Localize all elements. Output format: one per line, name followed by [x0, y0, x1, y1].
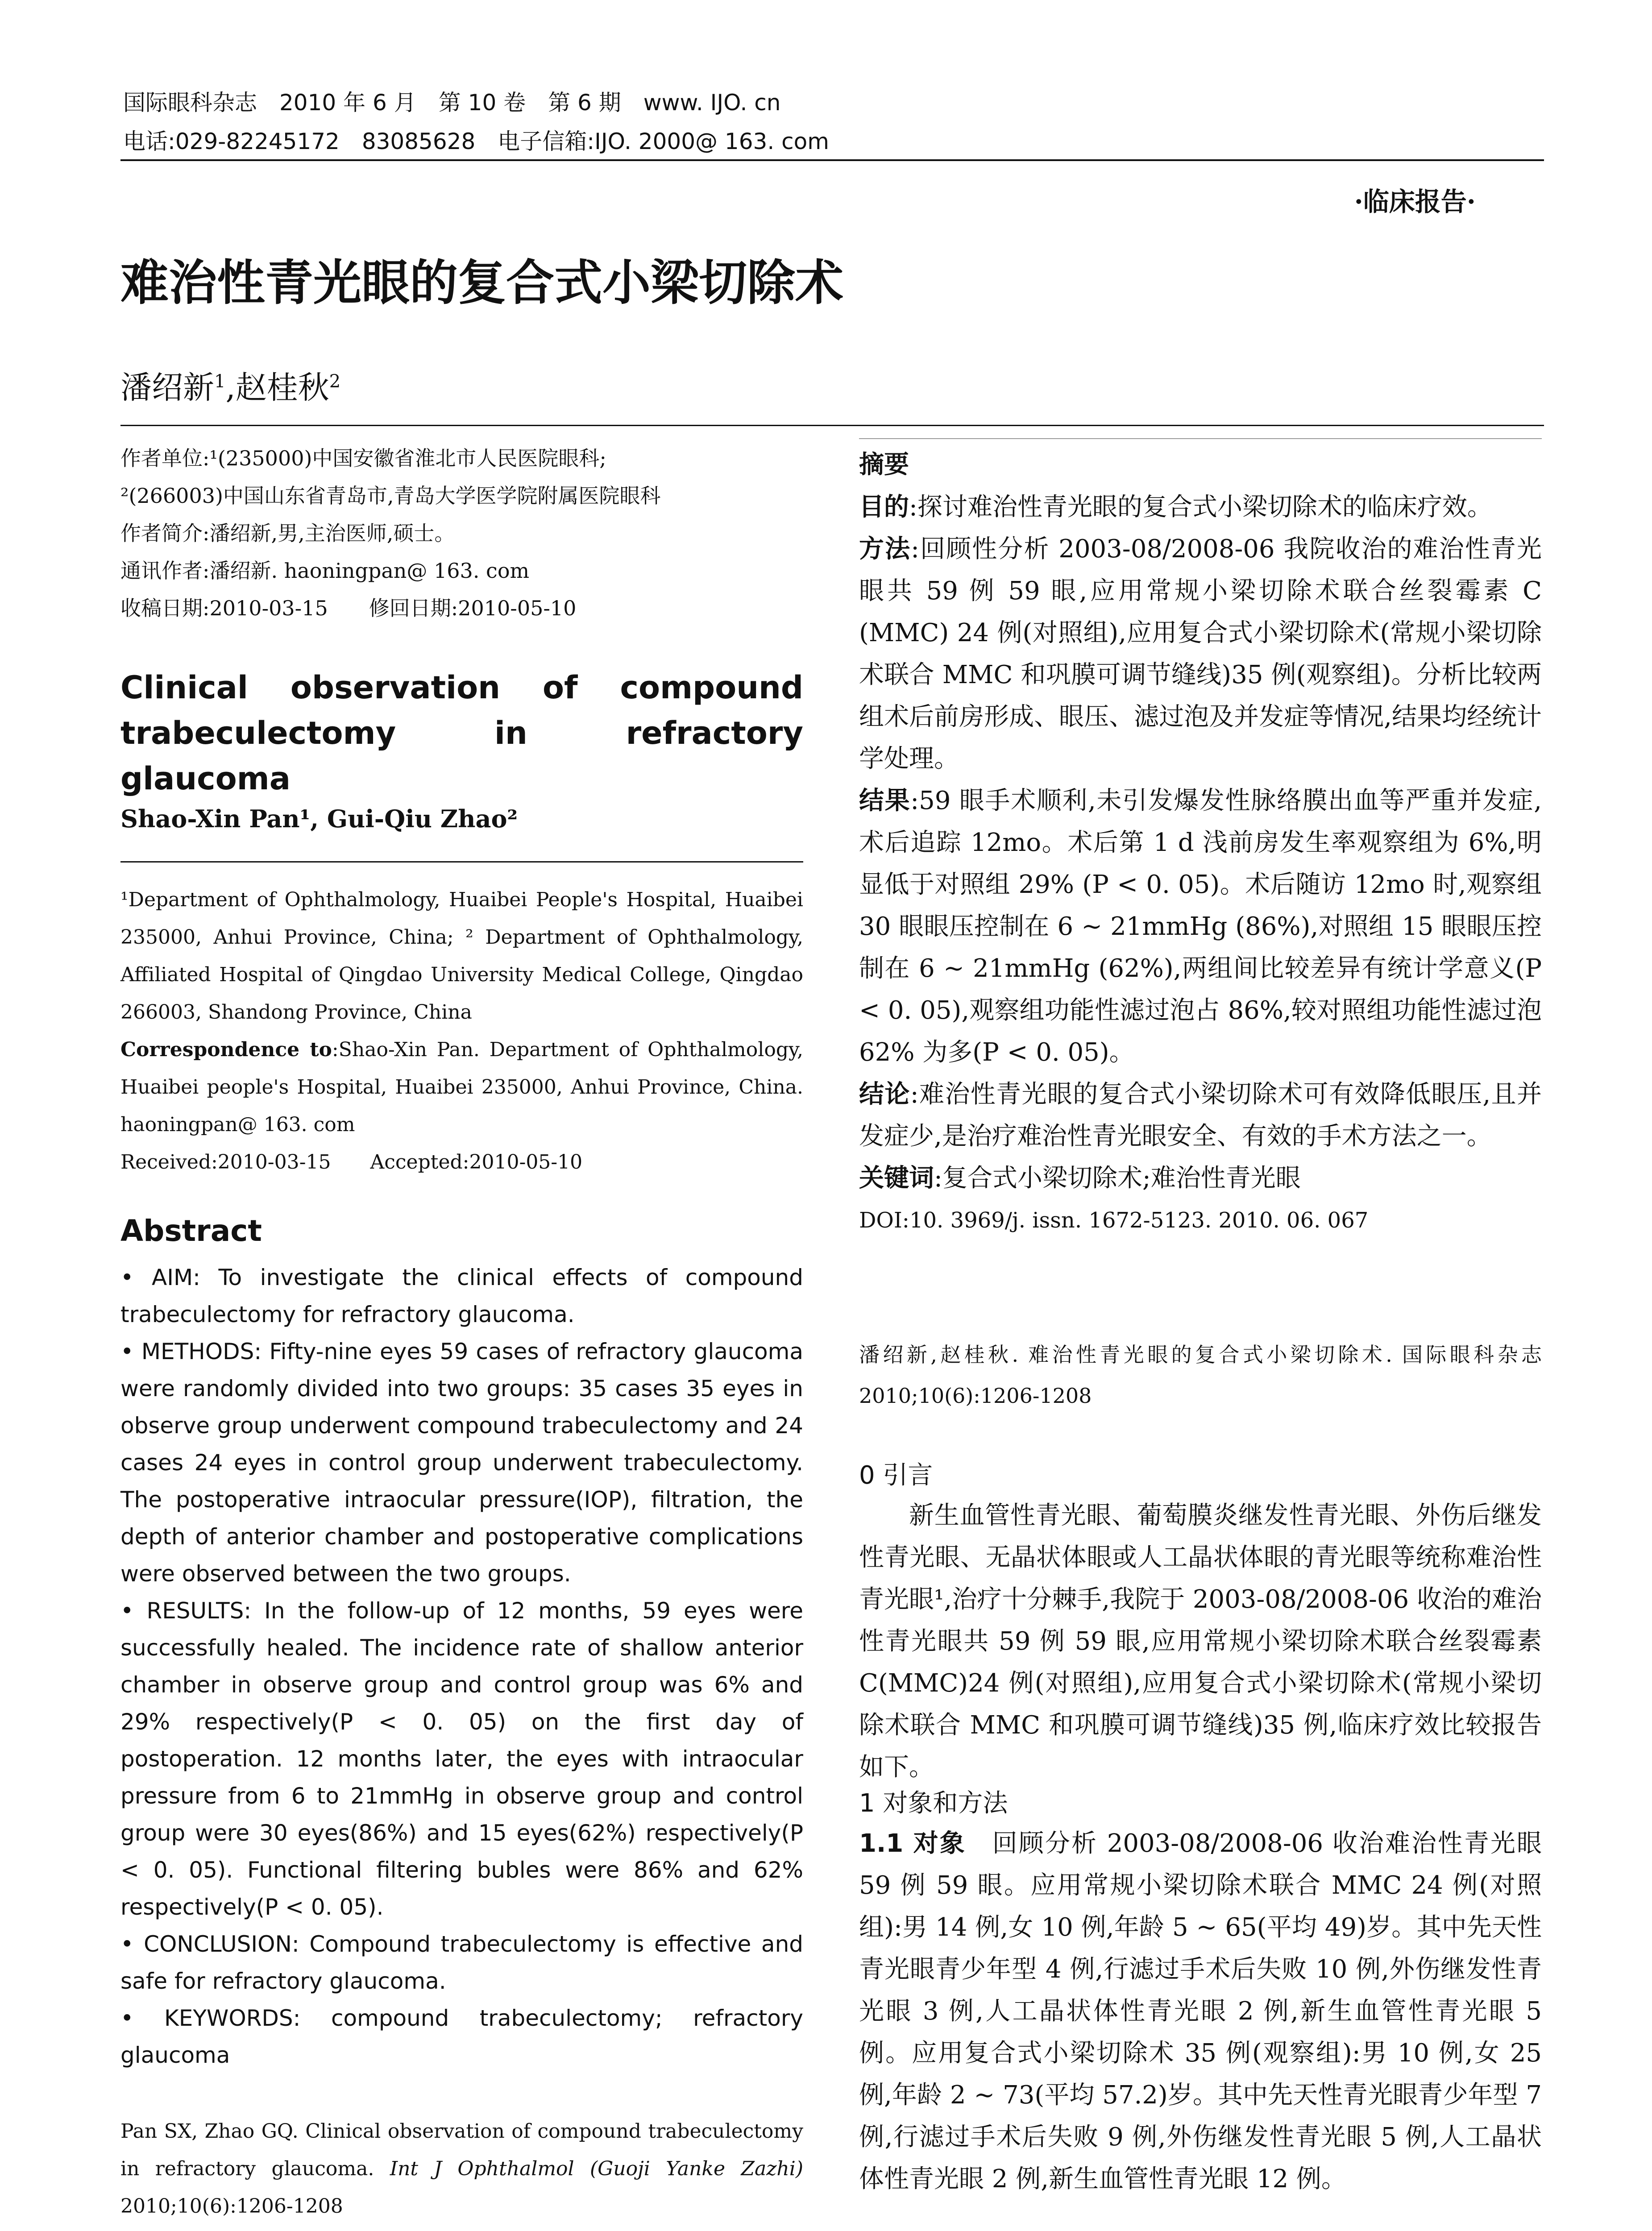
abstract-cn-conclusion	[859, 1074, 1542, 1157]
abstract-cn-conclusion-text: :难治性青光眼的复合式小梁切除术可有效降低眼压,且并发症少,是治疗难治性青光眼安全、有效的手术方法之一。	[859, 1080, 1542, 1151]
abstract-cn-keywords	[859, 1157, 1542, 1199]
citation-en-post: 2010;10(6):1206-1208	[120, 2195, 343, 2218]
citation-en-pre: Pan SX, Zhao GQ. Clinical observation of compound trabeculectomy in refractory glaucoma.	[120, 2120, 803, 2180]
section1-sub-label: 1.1 对象	[859, 1829, 966, 1858]
abstract-cn-aim-label: 目的	[859, 493, 909, 522]
abstract-cn-rule	[859, 438, 1542, 439]
abstract-heading: Abstract	[120, 1214, 262, 1248]
author-1-sup: 1	[214, 371, 226, 392]
abstract-results: • RESULTS: In the follow-up of 12 months, 59 eyes were successfully healed. The incidence rate of shallow anterior chamber in observe group and control group was 6% and 29% respectively(P < 0. 05) on the first day of postoperation. 12 months later, the eyes with intraocular pressure from 6 to 21mmHg in observe group and control group were 30 eyes(86%) and 15 eyes(62%) respectively(P < 0. 05). Functional filtering bubles were 86% and 62% respectively(P < 0. 05).	[120, 1598, 803, 1920]
correspondence	[120, 1031, 803, 1144]
abstract-cn-keywords-text: :复合式小梁切除术;难治性青光眼	[934, 1164, 1301, 1193]
author-info-line: 作者单位:¹(235000)中国安徽省淮北市人民医院眼科;	[120, 446, 606, 470]
title-en: Clinical observation of compound trabeculectomy in refractory glaucoma	[120, 669, 803, 797]
citation-en-journal: Int J Ophthalmol (Guoji Yanke Zazhi)	[390, 2157, 803, 2180]
doi: DOI:10. 3969/j. issn. 1672-5123. 2010. 06. 067	[859, 1208, 1369, 1233]
section-label: ·临床报告·	[1354, 187, 1476, 217]
affiliations-en	[120, 881, 803, 1181]
received-en: Received:2010-03-15 Accepted:2010-05-10	[120, 1151, 583, 1174]
correspondence-label: Correspondence to	[120, 1038, 332, 1061]
authors-cn	[120, 359, 340, 410]
citation-en	[120, 2113, 803, 2225]
abstract-en	[120, 1259, 803, 2074]
journal-header-line2: 电话:029-82245172 83085628 电子信箱:IJO. 2000@ 163. com	[123, 129, 829, 154]
abstract-cn	[859, 486, 1542, 1241]
authors-rule	[120, 425, 1544, 426]
affiliations-text: ¹Department of Ophthalmology, Huaibei People's Hospital, Huaibei 235000, Anhui Province, China; ² Department of Ophthalmology, Affiliated Hospital of Qingdao University Medical College, Qingdao 266003, Shandong Province, China	[120, 888, 803, 1024]
journal-header-line1: 国际眼科杂志 2010 年 6 月 第 10 卷 第 6 期 www. IJO. cn	[123, 90, 781, 116]
author-info-line: 作者简介:潘绍新,男,主治医师,硕士。	[120, 521, 455, 545]
author-info-line: 通讯作者:潘绍新. haoningpan@ 163. com	[120, 559, 530, 583]
abstract-cn-heading: 摘要	[859, 450, 909, 479]
abstract-cn-methods-text: :回顾性分析 2003-08/2008-06 我院收治的难治性青光眼共 59 例 59 眼,应用常规小梁切除术联合丝裂霉素 C (MMC) 24 例(对照组),应用复合式小梁切除术(常规小梁切除术联合 MMC 和巩膜可调节缝线)35 例(观察组)。分析比较两组术后前房形成、眼压、滤过泡及并发症等情况,结果均经统计学处理。	[859, 535, 1542, 773]
abstract-cn-results	[859, 780, 1542, 1074]
abstract-conclusion: • CONCLUSION: Compound trabeculectomy is effective and safe for refractory glaucoma.	[120, 1931, 803, 1994]
abstract-aim: • AIM: To investigate the clinical effects of compound trabeculectomy for refractory glaucoma.	[120, 1265, 803, 1327]
abstract-keywords: • KEYWORDS: compound trabeculectomy; refractory glaucoma	[120, 2005, 803, 2068]
section1-text	[859, 1823, 1542, 2200]
header-rule	[120, 159, 1544, 161]
section1-heading: 1 对象和方法	[859, 1789, 1008, 1818]
author-info-line: 收稿日期:2010-03-15 修回日期:2010-05-10	[120, 596, 577, 620]
abstract-cn-results-label: 结果	[859, 786, 911, 815]
author-2: 赵桂秋	[235, 369, 329, 406]
section1-body: 回顾分析 2003-08/2008-06 收治难治性青光眼 59 例 59 眼。应用常规小梁切除术联合 MMC 24 例(对照组):男 14 例,女 10 例,年龄 5 ~ 65(平均 49)岁。其中先天性青光眼青少年型 4 例,行滤过手术后失败 10 例,外伤继发性青光眼 3 例,人工晶状体性青光眼 2 例,新生血管性青光眼 5 例。应用复合式小梁切除术 35 例(观察组):男 10 例,女 25 例,年龄 2 ~ 73(平均 57.2)岁。其中先天性青光眼青少年型 7 例,行滤过手术后失败 9 例,外伤继发性青光眼 5 例,人工晶状体性青光眼 2 例,新生血管性青光眼 12 例。	[859, 1829, 1542, 2194]
abstract-methods: • METHODS: Fifty-nine eyes 59 cases of refractory glaucoma were randomly divided into two groups: 35 cases 35 eyes in observe group underwent compound trabeculectomy and 24 cases 24 eyes in control group underwent trabeculectomy. The postoperative intraocular pressure(IOP), filtration, the depth of anterior chamber and postoperative complications were observed between the two groups.	[120, 1339, 803, 1587]
abstract-cn-methods-label: 方法	[859, 535, 911, 564]
authors-en-rule	[120, 861, 803, 863]
intro-heading: 0 引言	[859, 1461, 933, 1490]
author-info	[120, 440, 803, 627]
author-separator: ,	[225, 369, 236, 406]
abstract-cn-results-text: :59 眼手术顺利,未引发爆发性脉络膜出血等严重并发症,术后追踪 12mo。术后第 1 d 浅前房发生率观察组为 6%,明显低于对照组 29% (P < 0. 05)。术后随访 12mo 时,观察组 30 眼眼压控制在 6 ~ 21mmHg (86%),对照组 15 眼眼压控制在 6 ~ 21mmHg (62%),两组间比较差异有统计学意义(P < 0. 05),观察组功能性滤过泡占 86%,较对照组功能性滤过泡 62% 为多(P < 0. 05)。	[859, 786, 1542, 1067]
authors-en: Shao-Xin Pan¹, Gui-Qiu Zhao²	[120, 804, 518, 833]
author-2-sup: 2	[329, 371, 341, 392]
abstract-cn-keywords-label: 关键词	[859, 1164, 934, 1193]
abstract-cn-aim-text: :探讨难治性青光眼的复合式小梁切除术的临床疗效。	[909, 493, 1492, 522]
correspondence-text: :Shao-Xin Pan. Department of Ophthalmology, Huaibei people's Hospital, Huaibei 235000, Anhui Province, China. haoningpan@ 163. com	[120, 1038, 804, 1136]
citation-cn: 潘绍新,赵桂秋. 难治性青光眼的复合式小梁切除术. 国际眼科杂志 2010;10(6):1206-1208	[859, 1343, 1542, 1408]
abstract-cn-conclusion-label: 结论	[859, 1080, 910, 1109]
author-1: 潘绍新	[120, 369, 214, 406]
article-title: 难治性青光眼的复合式小梁切除术	[120, 255, 844, 311]
author-info-line: ²(266003)中国山东省青岛市,青岛大学医学院附属医院眼科	[120, 484, 661, 508]
abstract-cn-methods	[859, 528, 1542, 780]
intro-text: 新生血管性青光眼、葡萄膜炎继发性青光眼、外伤后继发性青光眼、无晶状体眼或人工晶状体眼的青光眼等统称难治性青光眼¹,治疗十分棘手,我院于 2003-08/2008-06 收治的难治性青光眼共 59 例 59 眼,应用常规小梁切除术联合丝裂霉素 C(MMC)24 例(对照组),应用复合式小梁切除术(常规小梁切除术联合 MMC 和巩膜可调节缝线)35 例,临床疗效比较报告如下。	[859, 1501, 1542, 1782]
abstract-cn-aim	[859, 486, 1542, 528]
